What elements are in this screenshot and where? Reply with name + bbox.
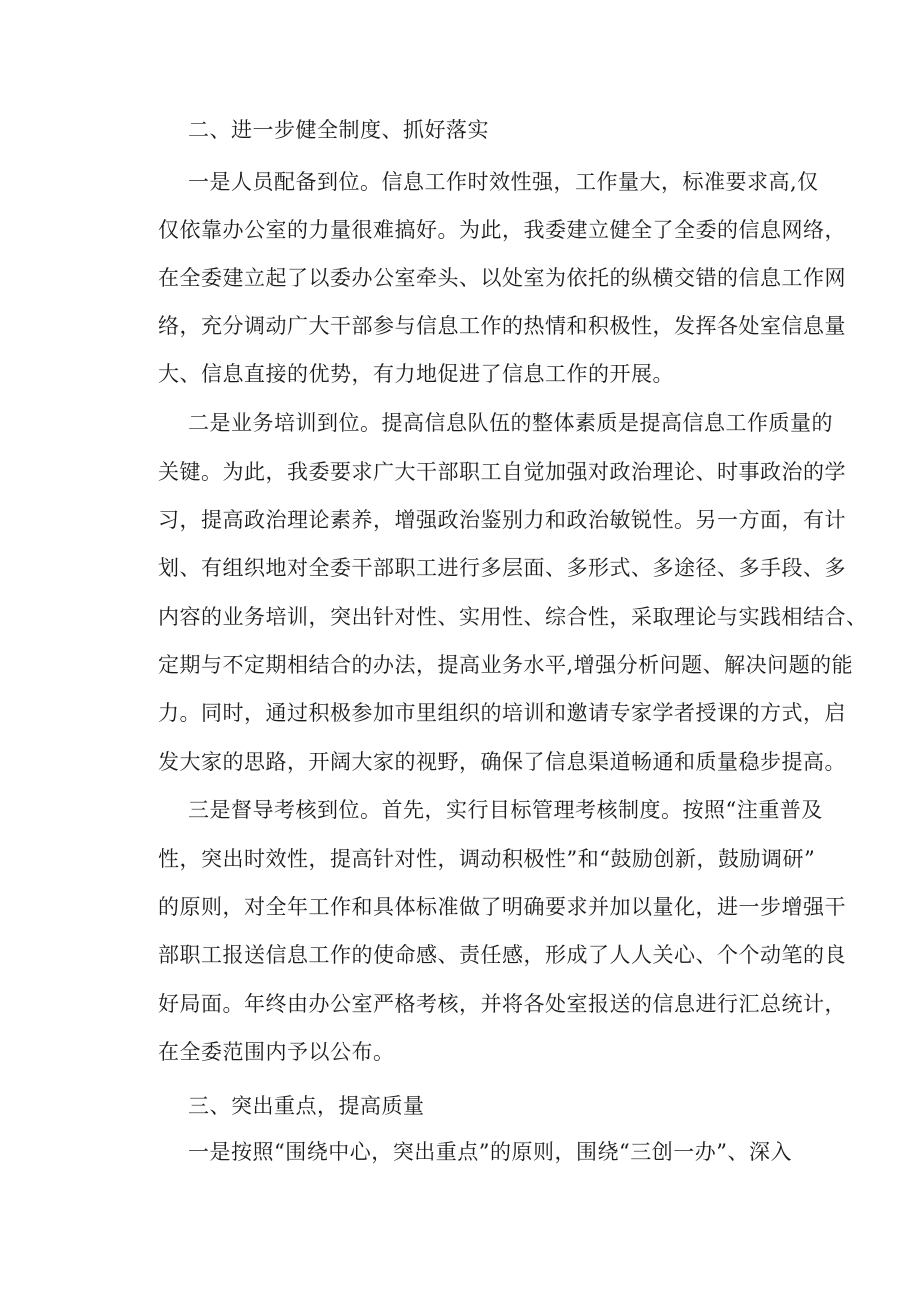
paragraph-line: 络，充分调动广大干部参与信息工作的热情和积极性，发挥各处室信息量: [158, 314, 846, 338]
paragraph-line: 仅依靠办公室的力量很难搞好。为此，我委建立健全了全委的信息网络，: [158, 218, 846, 242]
paragraph-line: 内容的业务培训，突出针对性、实用性、综合性，采取理论与实践相结合、: [158, 605, 868, 629]
paragraph-line: 发大家的思路，开阔大家的视野，确保了信息渠道畅通和质量稳步提高。: [158, 750, 846, 774]
paragraph-line: 在全委建立起了以委办公室牵头、以处室为依托的纵横交错的信息工作网: [158, 266, 846, 290]
paragraph-line: 一是人员配备到位。信息工作时效性强，工作量大，标准要求高,仅: [188, 170, 819, 194]
paragraph-line: 的原则，对全年工作和具体标准做了明确要求并加以量化，进一步增强干: [158, 895, 846, 919]
paragraph-line: 二是业务培训到位。提高信息队伍的整体素质是提高信息工作质量的: [188, 411, 833, 435]
paragraph-line: 力。同时，通过积极参加市里组织的培训和邀请专家学者授课的方式，启: [158, 701, 846, 725]
section-heading: 三、突出重点，提高质量: [188, 1094, 425, 1118]
paragraph-line: 一是按照“围绕中心，突出重点”的原则，围绕“三创一办”、深入: [188, 1140, 792, 1164]
paragraph-line: 在全委范围内予以公布。: [158, 1040, 395, 1064]
paragraph-line: 大、信息直接的优势，有力地促进了信息工作的开展。: [158, 362, 674, 386]
section-heading: 二、进一步健全制度、抓好落实: [188, 118, 489, 142]
paragraph-line: 划、有组织地对全委干部职工进行多层面、多形式、多途径、多手段、多: [158, 556, 846, 580]
paragraph-line: 性，突出时效性，提高针对性，调动积极性”和“鼓励创新，鼓励调研”: [158, 847, 816, 871]
paragraph-line: 关键。为此，我委要求广大干部职工自觉加强对政治理论、时事政治的学: [158, 460, 846, 484]
paragraph-line: 定期与不定期相结合的办法，提高业务水平,增强分析问题、解决问题的能: [158, 653, 854, 677]
paragraph-line: 部职工报送信息工作的使命感、责任感，形成了人人关心、个个动笔的良: [158, 943, 846, 967]
paragraph-line: 好局面。年终由办公室严格考核，并将各处室报送的信息进行汇总统计，: [158, 992, 846, 1016]
paragraph-line: 三是督导考核到位。首先，实行目标管理考核制度。按照“注重普及: [188, 798, 823, 822]
paragraph-line: 习，提高政治理论素养，增强政治鉴别力和政治敏锐性。另一方面，有计: [158, 508, 846, 532]
